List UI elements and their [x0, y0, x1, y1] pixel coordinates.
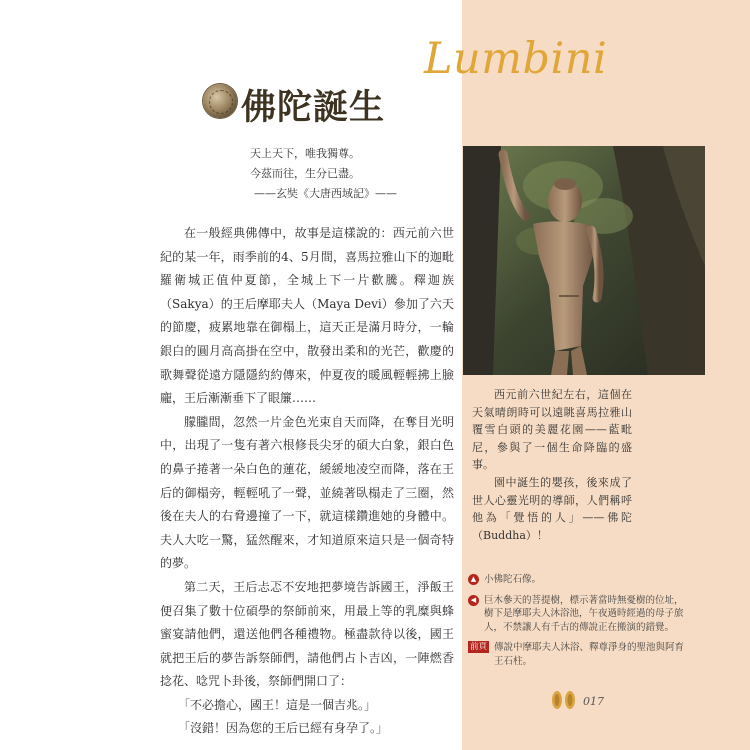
triangle-left-icon: ◀	[468, 595, 479, 606]
triangle-up-icon: ▲	[468, 574, 479, 585]
paragraph: 朦朧間，忽然一片金色光束自天而降，在奪目光明中，出現了一隻有著六根修長尖牙的碩大白象，銀白色的鼻子捲著一朵白色的蓮花，緩緩地凌空而降，落在王后的御榻旁，輕輕吼了一聲，並繞著臥榻走了三圈，然後在夫人的右脅邊撞了一下，就這樣鑽進她的身體中。夫人大吃一驚，猛然醒來，才知道原來這只是一個奇特的夢。	[160, 414, 454, 571]
footprints-icon	[548, 688, 580, 710]
note-text: 小佛陀石像。	[484, 574, 542, 585]
note-text: 傳說中摩耶夫人沐浴、釋尊淨身的聖池與阿育王石柱。	[494, 642, 685, 667]
note-text: 巨木參天的菩提樹，標示著當時無憂樹的位址，樹下是摩耶夫人沐浴池，午夜過時經過的母子旅人，不禁讓人有千古的傳說正在搬演的錯覺。	[484, 594, 684, 633]
caption-paragraph: 園中誕生的嬰孩，後來成了世人心靈光明的導師，人們稱呼他為「覺悟的人」——佛陀（Buddha）！	[472, 475, 632, 542]
page-number: 017	[583, 695, 604, 708]
epigraph	[250, 144, 450, 204]
photo-caption	[472, 386, 632, 544]
paragraph: 在一般經典佛傳中，故事是這樣說的：西元前六世紀的某一年，雨季前的4、5月間，喜馬拉雅山下的迦毗羅衛城正值仲夏節，全城上下一片歡騰。釋迦族（Sakya）的王后摩耶夫人（Maya Devi）參加了六天的節慶，疲累地靠在御榻上，這天正是滿月時分，一輪銀白的圓月高高掛在空中，散發出柔和的光芒，歡慶的歌舞聲從遠方隱隱約約傳來，仲夏夜的暖風輕輕拂上臉龐，王后漸漸垂下了眼簾……	[160, 226, 454, 406]
coin-icon	[203, 84, 237, 118]
epigraph-line: 天上天下，唯我獨尊。	[250, 147, 360, 160]
epigraph-line: 今茲而往，生分已盡。	[250, 167, 360, 180]
note-item	[468, 573, 690, 587]
photo-notes	[468, 573, 690, 675]
dialogue-line: 「沒錯！因為您的王后已經有身孕了。」	[178, 721, 389, 736]
note-item	[468, 594, 690, 635]
caption-paragraph: 西元前六世紀左右，這個在天氣晴朗時可以遠眺喜馬拉雅山覆雪白頭的美麗花園——藍毗尼，參與了一個生命降臨的盛事。	[472, 388, 632, 472]
buddha-statue-photo	[463, 146, 705, 375]
epigraph-source: ——玄奘《大唐西域記》——	[254, 187, 397, 200]
dialogue-line: 「不必擔心，國王！這是一個吉兆。」	[178, 697, 377, 712]
note-item	[468, 641, 690, 668]
previous-page-tag: 前頁	[470, 642, 488, 652]
chapter-title: 佛陀誕生	[241, 87, 386, 128]
body-text	[160, 222, 454, 741]
place-name: Lumbini	[424, 34, 608, 84]
paragraph: 第二天，王后忐忑不安地把夢境告訴國王，淨飯王便召集了數十位碩學的祭師前來，用最上等的乳糜與蜂蜜宴請他們，還送他們各種禮物。極盡款待以後，國王就把王后的夢告訴祭師們，請他們占卜吉凶，一陣燃香捻花、唸咒卜卦後，祭師們開口了：	[160, 579, 454, 689]
